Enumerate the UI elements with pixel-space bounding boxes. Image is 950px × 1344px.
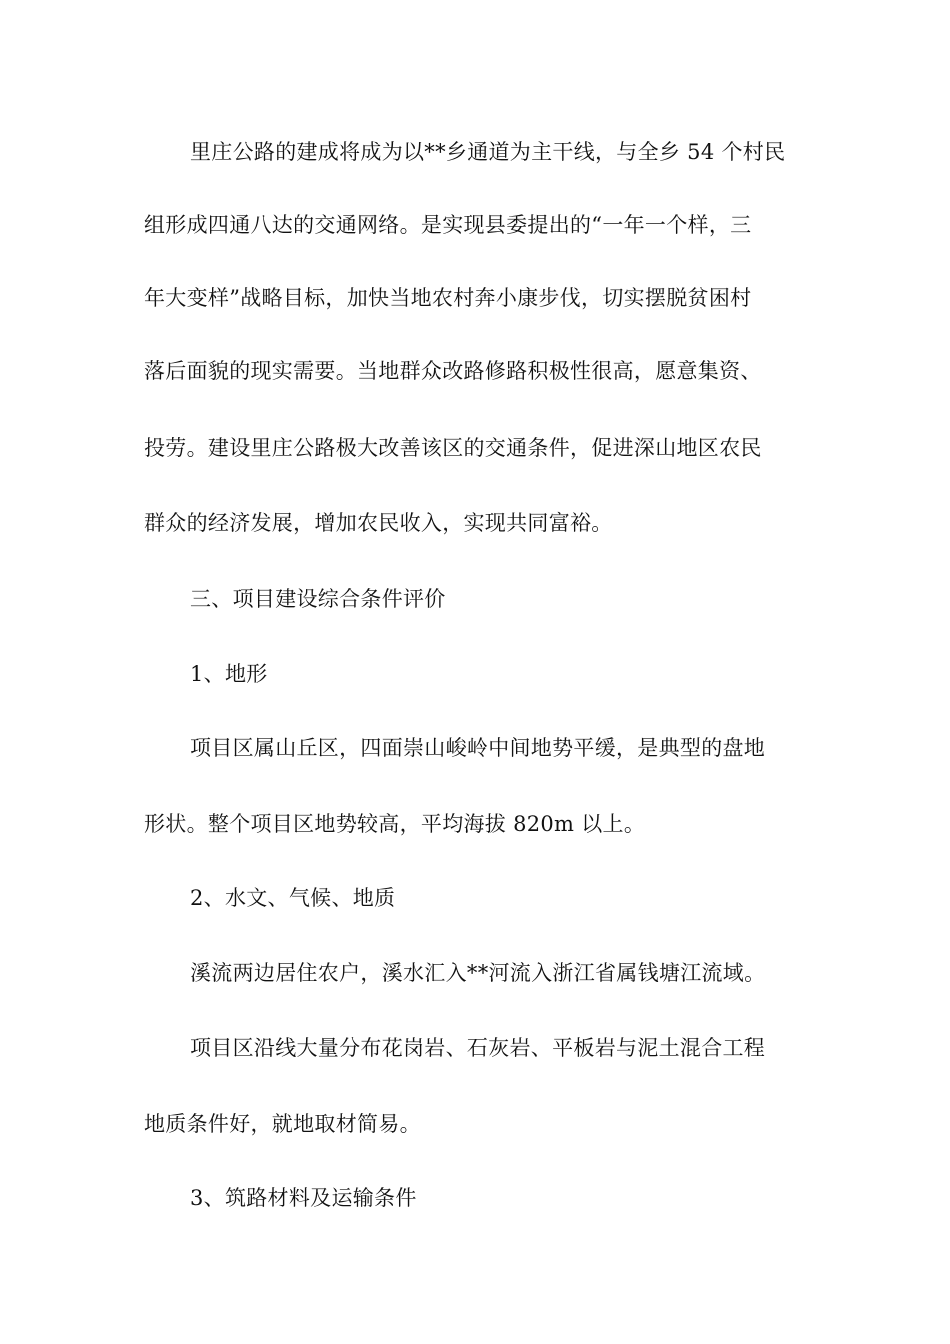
paragraph-line: 年大变样”战略目标，加快当地农村奔小康步伐，切实摆脱贫困村: [144, 286, 752, 310]
paragraph-line: 投劳。建设里庄公路极大改善该区的交通条件，促进深山地区农民: [144, 436, 762, 460]
paragraph-line: 形状。整个项目区地势较高，平均海拔 820m 以上。: [144, 812, 646, 836]
subsection-heading: 1、地形: [190, 662, 268, 686]
paragraph-line: 里庄公路的建成将成为以**乡通道为主干线，与全乡 54 个村民: [190, 140, 786, 164]
subsection-heading: 2、水文、气候、地质: [190, 886, 396, 910]
paragraph-line: 地质条件好，就地取材简易。: [144, 1112, 421, 1136]
paragraph-line: 溪流两边居住农户，溪水汇入**河流入浙江省属钱塘江流域。: [190, 961, 766, 985]
paragraph-line: 项目区属山丘区，四面崇山峻岭中间地势平缓，是典型的盘地: [190, 736, 766, 760]
section-heading: 三、项目建设综合条件评价: [190, 587, 446, 611]
paragraph-line: 落后面貌的现实需要。当地群众改路修路积极性很高，愿意集资、: [144, 359, 762, 383]
paragraph-line: 群众的经济发展，增加农民收入，实现共同富裕。: [144, 511, 613, 535]
paragraph-line: 项目区沿线大量分布花岗岩、石灰岩、平板岩与泥土混合工程: [190, 1036, 766, 1060]
paragraph-line: 组形成四通八达的交通网络。是实现县委提出的“一年一个样，三: [144, 213, 752, 237]
subsection-heading: 3、筑路材料及运输条件: [190, 1186, 417, 1210]
